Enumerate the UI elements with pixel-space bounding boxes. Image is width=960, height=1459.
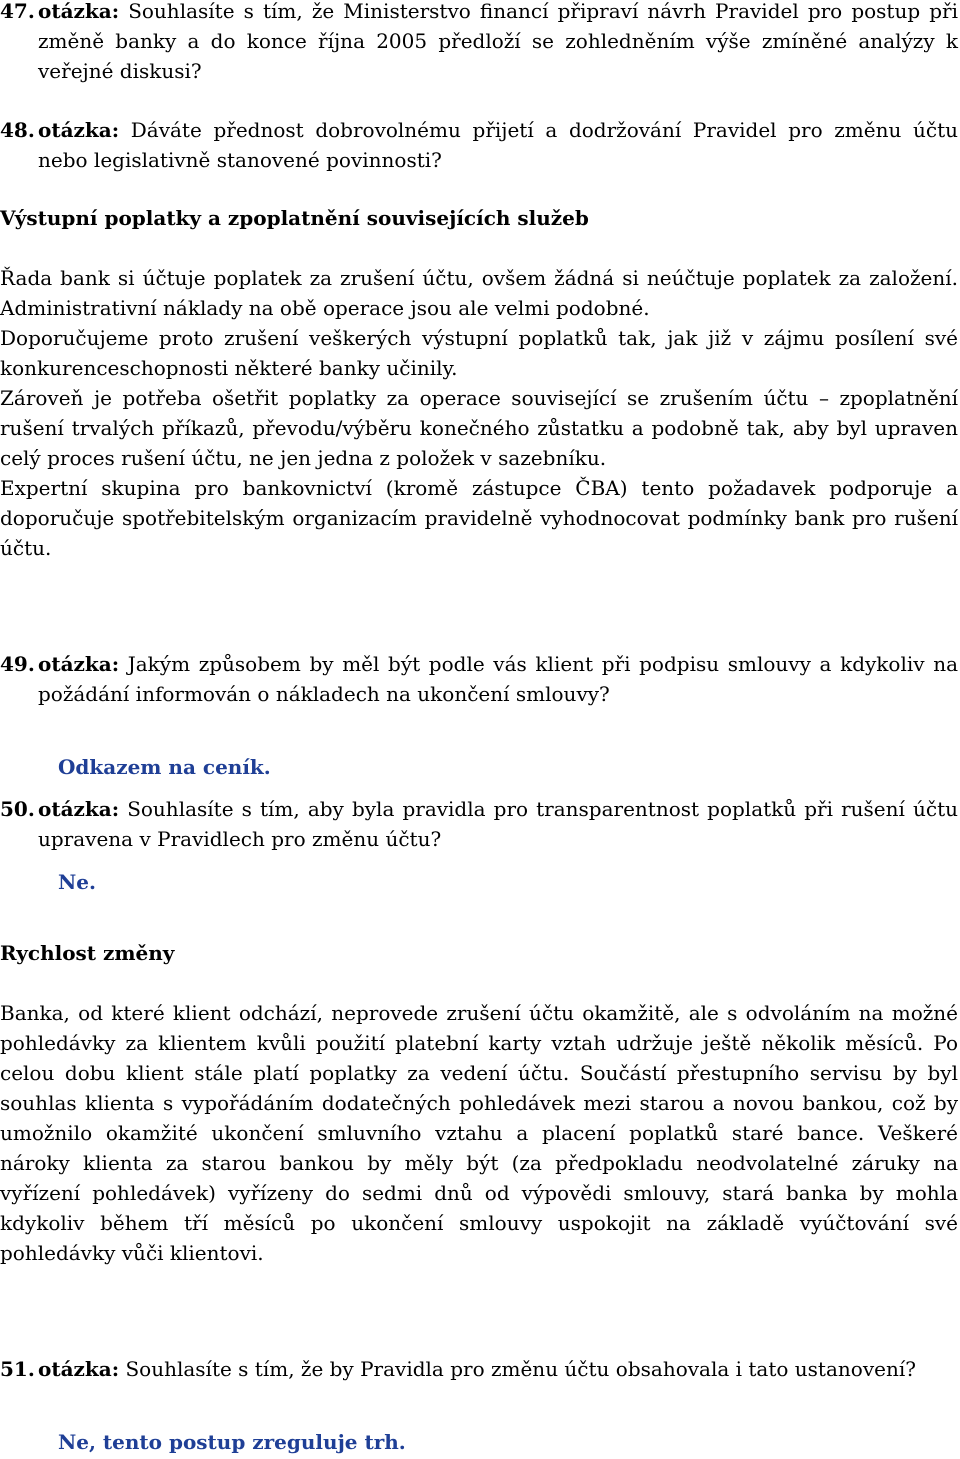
question-keyword: otázka: [38, 1357, 120, 1381]
answer-50 [0, 867, 958, 897]
answer-text: Ne, tento postup zreguluje trh. [58, 1430, 406, 1454]
question-keyword: otázka: [38, 118, 120, 142]
answer-51 [0, 1427, 958, 1457]
question-text: Souhlasíte s tím, že Ministerstvo financí připraví návrh Pravidel pro postup při změně banky a do konce října 2005 předloží se zohledněním výše zmíněné analýzy k veřejné diskusi? [38, 0, 958, 83]
question-number: 50. [0, 797, 35, 821]
question-keyword: otázka: [38, 652, 120, 676]
section-heading: Výstupní poplatky a zpoplatnění souvisejících služeb [0, 206, 589, 230]
paragraph: Zároveň je potřeba ošetřit poplatky za operace související se zrušením účtu – zpoplatnění rušení trvalých příkazů, převodu/výběru konečného zůstatku a podobně tak, aby byl upraven celý proces rušení účtu, ne jen jedna z položek v sazebníku. [0, 386, 958, 470]
question-51 [0, 1354, 958, 1384]
answer-text: Odkazem na ceník. [58, 755, 271, 779]
paragraph: Banka, od které klient odchází, neprovede zrušení účtu okamžitě, ale s odvoláním na možné pohledávky za klientem kvůli použití platební karty vztah udržuje ještě několik měsíců. Po celou dobu klient stále platí poplatky za vedení účtu. Součástí přestupního servisu by byl souhlas klienta s vypořádáním dodatečných pohledávek mezi starou a novou bankou, což by umožnilo okamžité ukončení smluvního vztahu a placení poplatků staré bance. Veškeré nároky klienta za starou bankou by měly být (za předpokladu neodvolatelné záruky na vyřízení pohledávek) vyřízeny do sedmi dnů od výpovědi smlouvy, stará banka by mohla kdykoliv během tří měsíců po ukončení smlouvy uspokojit na základě vyúčtování své pohledávky vůči klientovi. [0, 1001, 958, 1265]
question-keyword: otázka: [38, 0, 120, 23]
question-47 [0, 0, 958, 86]
question-50 [0, 794, 958, 854]
question-49 [0, 649, 958, 709]
question-text: Jakým způsobem by měl být podle vás klient při podpisu smlouvy a kdykoliv na požádání informován o nákladech na ukončení smlouvy? [38, 652, 958, 706]
paragraph: Expertní skupina pro bankovnictví (kromě zástupce ČBA) tento požadavek podporuje a doporučuje spotřebitelským organizacím pravidelně vyhodnocovat podmínky bank pro rušení účtu. [0, 476, 958, 560]
question-text: Souhlasíte s tím, že by Pravidla pro změnu účtu obsahovala i tato ustanovení? [125, 1357, 916, 1381]
question-number: 47. [0, 0, 35, 23]
section-heading-speed [0, 938, 958, 968]
paragraph: Řada bank si účtuje poplatek za zrušení účtu, ovšem žádná si neúčtuje poplatek za založení. Administrativní náklady na obě operace jsou ale velmi podobné. [0, 266, 958, 320]
answer-49 [0, 752, 958, 782]
section-fees-body [0, 263, 958, 563]
section-heading: Rychlost změny [0, 941, 175, 965]
question-text: Dáváte přednost dobrovolnému přijetí a dodržování Pravidel pro změnu účtu nebo legislativně stanovené povinnosti? [38, 118, 958, 172]
question-number: 51. [0, 1357, 35, 1381]
answer-text: Ne. [58, 870, 96, 894]
question-text: Souhlasíte s tím, aby byla pravidla pro transparentnost poplatků při rušení účtu upravena v Pravidlech pro změnu účtu? [38, 797, 958, 851]
section-heading-fees [0, 203, 958, 233]
paragraph: Doporučujeme proto zrušení veškerých výstupní poplatků tak, jak již v zájmu posílení své konkurenceschopnosti některé banky učinily. [0, 326, 958, 380]
question-48 [0, 115, 958, 175]
question-number: 48. [0, 118, 35, 142]
section-speed-body [0, 998, 958, 1268]
question-number: 49. [0, 652, 35, 676]
question-keyword: otázka: [38, 797, 120, 821]
